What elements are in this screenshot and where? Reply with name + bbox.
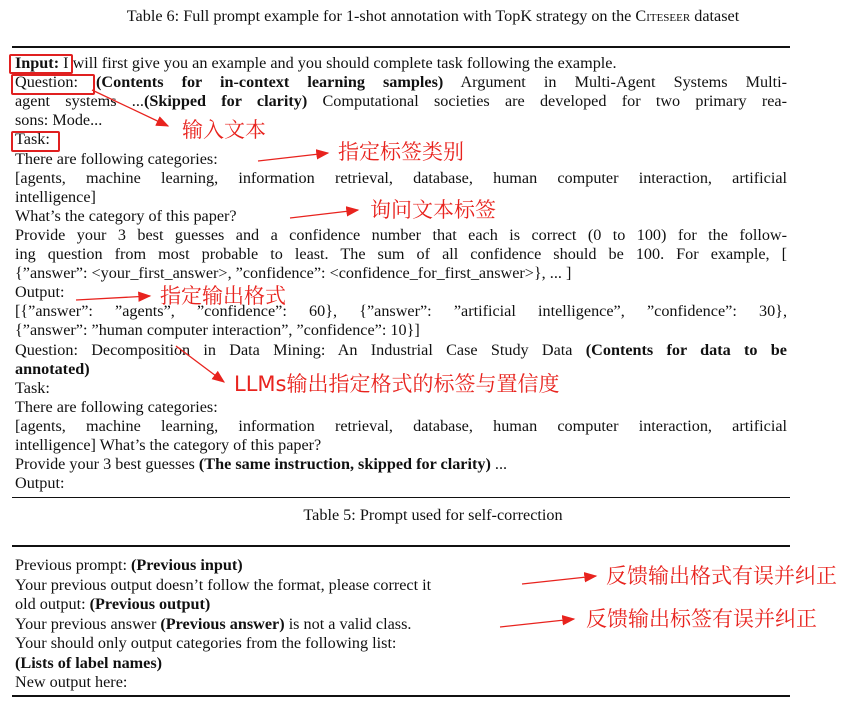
text-segment: sons: Mode...	[15, 111, 103, 130]
text-segment: Provide your 3 best guesses	[15, 455, 199, 474]
annotation-specify-output-format: 指定输出格式	[160, 284, 286, 308]
text-segment: [agents, machine learning, information retrieval, database, human computer interaction, artificial	[15, 416, 787, 435]
text-segment: (Previous input)	[131, 556, 243, 574]
text-segment: agent systems ...	[15, 92, 144, 111]
text-segment: Previous prompt:	[15, 556, 132, 574]
text-segment: I will first give you an example and you should complete task following the example.	[59, 54, 617, 72]
text-segment: Your should only output categories from the following list:	[15, 634, 397, 652]
text-segment: is not a valid class.	[284, 614, 412, 633]
annotation-feedback-format: 反馈输出格式有误并纠正	[606, 564, 837, 588]
arrow-to-input-text	[92, 90, 168, 126]
text-segment: old output:	[15, 595, 90, 613]
text-segment: annotated)	[15, 359, 90, 378]
text-segment: Your previous answer	[15, 614, 161, 633]
annotation-feedback-label: 反馈输出标签有误并纠正	[586, 607, 817, 631]
text-segment: (Contents for in-context learning samples)	[96, 73, 444, 92]
table5-caption: Table 5: Prompt used for self-correction	[303, 506, 563, 524]
text-segment: ing question from most probable to least. The sum of all confidence should be 100. For example, [	[15, 245, 787, 263]
text-segment: Argument in Multi-Agent Systems Multi-	[443, 73, 788, 92]
arrow-to-feedback-label	[500, 619, 574, 627]
annotation-llm-output: LLMs输出指定格式的标签与置信度	[234, 372, 560, 396]
text-segment: (Previous answer)	[160, 614, 285, 633]
text-segment: Input:	[15, 54, 60, 72]
text-segment: Output:	[15, 474, 65, 493]
annotation-input-text: 输入文本	[182, 118, 266, 142]
text-segment: Output:	[15, 283, 65, 302]
text-segment: {”answer”: <your_first_answer>, ”confidence”: <confidence_for_first_answer>}, ... ]	[15, 264, 572, 283]
text-segment: Task:	[15, 130, 50, 149]
text-segment: Your previous output doesn’t follow the format, please correct it	[15, 575, 432, 594]
text-segment: (Lists of label names)	[15, 653, 163, 672]
arrow-to-feedback-format	[522, 576, 596, 584]
text-segment: Question:	[15, 73, 78, 92]
arrow-to-specify-output-format	[76, 296, 150, 300]
text-segment: (The same instruction, skipped for clarity)	[198, 455, 491, 474]
text-segment: New output here:	[15, 673, 128, 691]
text-segment: {”answer”: ”human computer interaction”, ”confidence”: 10}]	[15, 321, 420, 340]
table6-caption-suffix: dataset	[690, 7, 740, 25]
text-segment: Question: Decomposition in Data Mining: An Industrial Case Study Data	[15, 340, 586, 359]
table6-caption-prefix: Table 6: Full prompt example for 1-shot annotation with TopK strategy on the	[126, 7, 636, 25]
text-segment: intelligence] What’s the category of this paper?	[15, 436, 322, 454]
text-segment: Provide your 3 best guesses and a confidence number that each is correct (0 to 100) for the follow-	[15, 225, 787, 244]
text-segment: (Skipped for clarity)	[143, 92, 308, 111]
text-segment: [agents, machine learning, information retrieval, database, human computer interaction, artificial	[15, 168, 787, 187]
text-segment: There are following categories:	[15, 149, 218, 168]
arrow-to-specify-categories	[258, 153, 328, 161]
annotation-ask-label: 询问文本标签	[370, 198, 496, 222]
text-segment: intelligence]	[15, 187, 96, 206]
text-segment: Computational societies are developed for two primary rea-	[307, 92, 787, 111]
arrow-to-llm-output	[176, 346, 224, 382]
text-segment: What’s the category of this paper?	[15, 206, 237, 225]
text-segment: (Contents for data to be	[585, 340, 787, 359]
text-segment: (Previous output)	[89, 595, 211, 613]
text-segment: ...	[490, 455, 508, 474]
text-segment: [{”answer”: ”agents”, ”confidence”: 60}, {”answer”: ”artificial intelligence”, ”confidence”: 30},	[15, 302, 787, 321]
text-segment: There are following categories:	[15, 397, 218, 416]
arrow-to-ask-label	[290, 210, 358, 218]
text-segment: Task:	[15, 378, 50, 397]
table6-caption-dataset: Citeseer	[635, 7, 691, 25]
annotation-specify-categories: 指定标签类别	[338, 140, 464, 164]
